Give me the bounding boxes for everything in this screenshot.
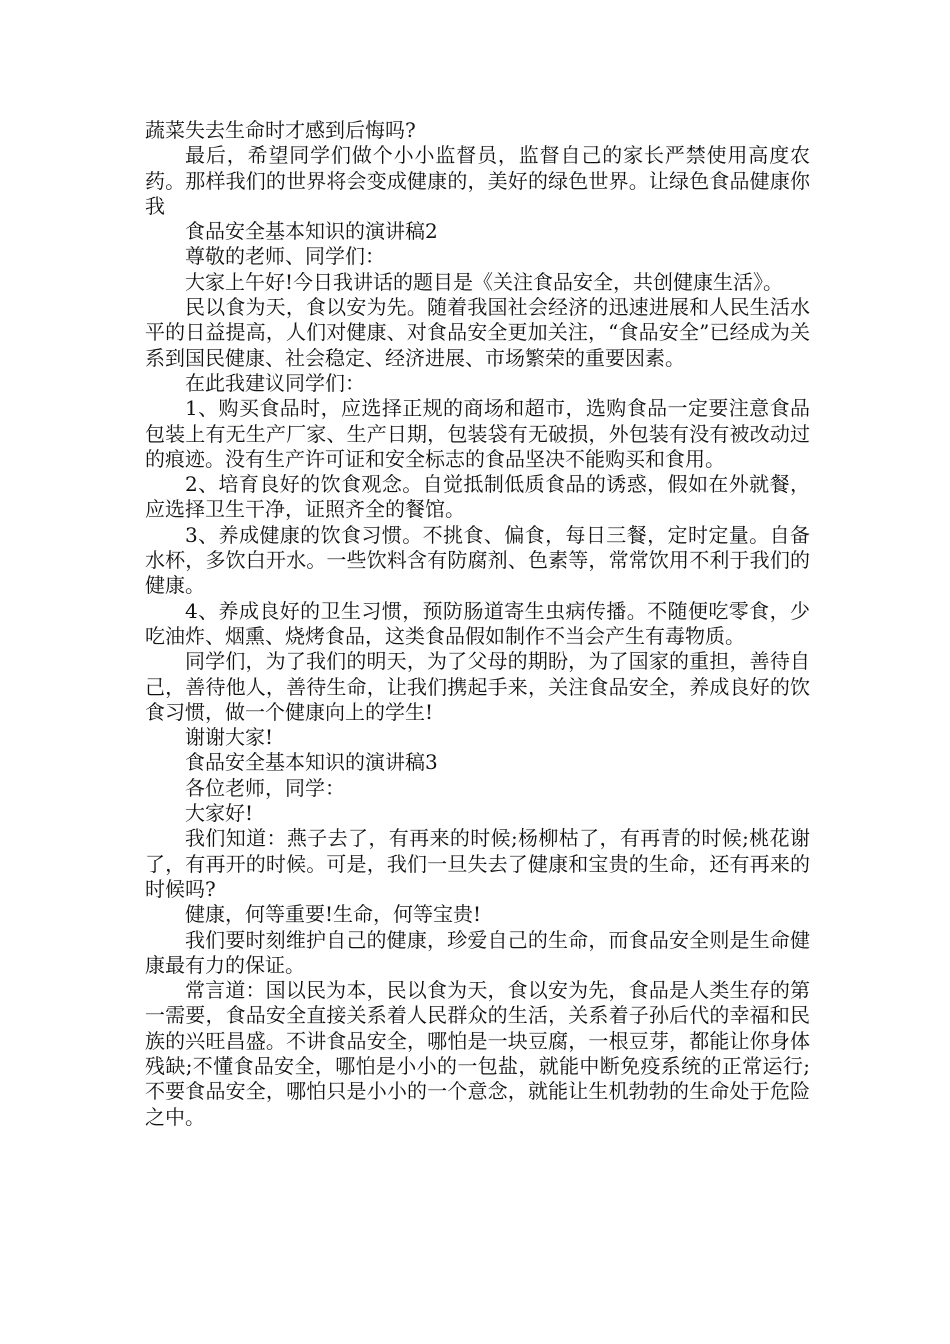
list-item: 1、购买食品时，应选择正规的商场和超市，选购食品一定要注意食品包装上有无生产厂家、生产日期，包装袋有无破损，外包装有没有被改动过的痕迹。没有生产许可证和安全标志的食品坚决不能购买和食用。 [145,396,810,471]
paragraph: 民以食为天，食以安为先。随着我国社会经济的迅速进展和人民生活水平的日益提高，人们对健康、对食品安全更加关注，“食品安全”已经成为关系到国民健康、社会稳定、经济进展、市场繁荣的重要因素。 [145,295,810,370]
closing: 谢谢大家! [185,725,274,750]
list-item: 3、养成健康的饮食习惯。不挑食、偏食，每日三餐，定时定量。自备水杯，多饮白开水。一些饮料含有防腐剂、色素等，常常饮用不利于我们的健康。 [145,522,810,598]
paragraph: 我们知道：燕子去了，有再来的时候;杨柳枯了，有再青的时候;桃花谢了，有再开的时候。可是，我们一旦失去了健康和宝贵的生命，还有再来的时候吗? [145,826,810,901]
paragraph: 健康，何等重要!生命，何等宝贵! [185,902,482,927]
paragraph: 同学们，为了我们的明天，为了父母的期盼，为了国家的重担，善待自己，善待他人，善待生命，让我们携起手来，关注食品安全，养成良好的饮食习惯，做一个健康向上的学生! [145,649,810,724]
section-heading: 食品安全基本知识的演讲稿2 [185,219,438,244]
greeting: 大家好! [185,801,254,826]
salutation: 尊敬的老师、同学们： [185,244,385,269]
paragraph: 大家上午好!今日我讲话的题目是《关注食品安全，共创健康生活》。 [185,269,784,294]
paragraph: 常言道：国以民为本，民以食为天，食以安为先，食品是人类生存的第一需要，食品安全直接关系着人民群众的生活，关系着子孙后代的幸福和民族的兴旺昌盛。不讲食品安全，哪怕是一块豆腐，一根豆芽，都能让你身体残缺;不懂食品安全，哪怕是小小的一包盐，就能中断免疫系统的正常运行;不要食品安全，哪怕只是小小的一个意念，就能让生机勃勃的生命处于危险之中。 [145,978,810,1129]
paragraph: 蔬菜失去生命时才感到后悔吗? [145,118,416,142]
section-heading: 食品安全基本知识的演讲稿3 [185,750,438,775]
paragraph: 最后，希望同学们做个小小监督员，监督自己的家长严禁使用高度农药。那样我们的世界将会变成健康的，美好的绿色世界。让绿色食品健康你我 [145,143,810,218]
document-body [145,118,810,1130]
paragraph: 我们要时刻维护自己的健康，珍爱自己的生命，而食品安全则是生命健康最有力的保证。 [145,927,810,977]
list-item: 2、培育良好的饮食观念。自觉抵制低质食品的诱惑，假如在外就餐，应选择卫生干净，证照齐全的餐馆。 [145,472,810,522]
salutation: 各位老师，同学： [185,775,345,800]
list-item: 4、养成良好的卫生习惯，预防肠道寄生虫病传播。不随便吃零食，少吃油炸、烟熏、烧烤食品，这类食品假如制作不当会产生有毒物质。 [145,598,810,648]
paragraph: 在此我建议同学们： [185,370,365,395]
